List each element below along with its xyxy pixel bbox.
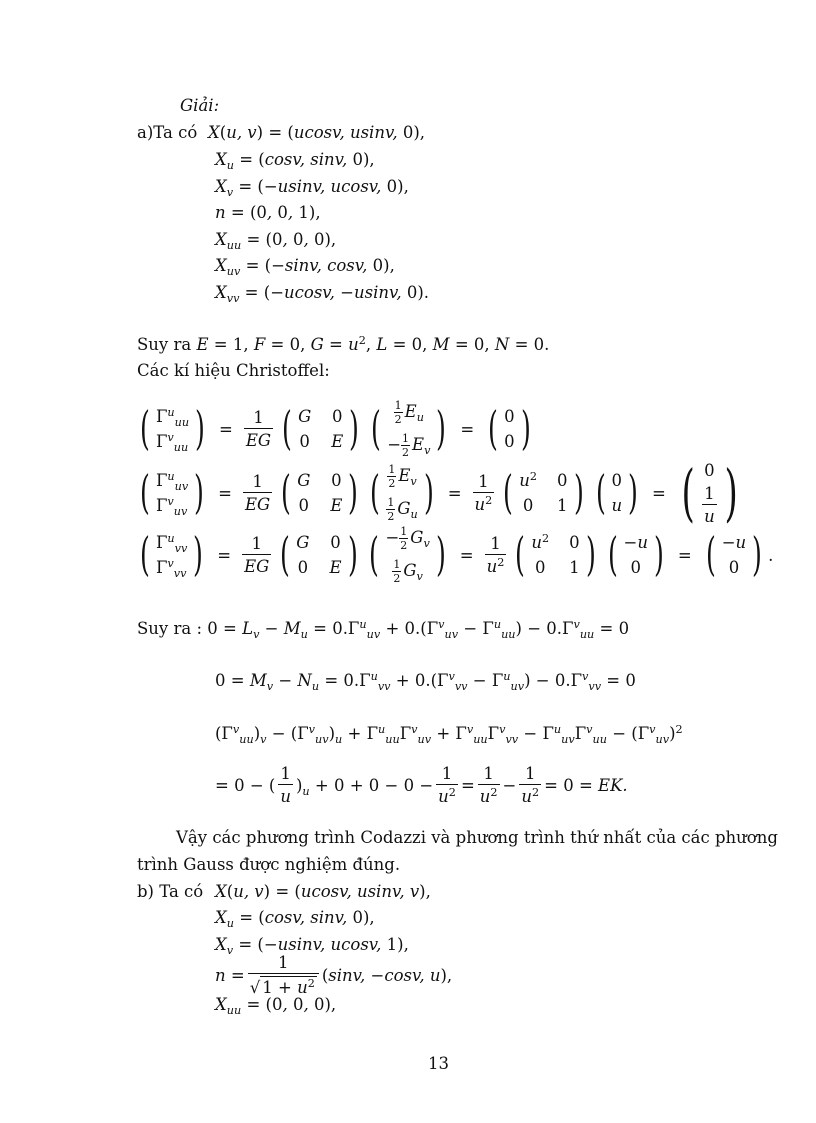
part-b-line-5: $X_{uu} = (0$, 0, 0),: [215, 995, 337, 1017]
christoffel-eq-1: ( $\Gamma^u_{uu}$ $\Gamma^v_{uu}$ ) = $\frac{1}{EG}$ ( G 0 0 E ) ( $\frac{1}{2}$ $E_u$ − $\frac{1}{2}$ $E_v$ ) = ( 0 0 ): [140, 399, 531, 459]
solution-label: Giải:: [180, 96, 220, 115]
codazzi-line-2: $0 = M_v - N_u = 0.\Gamma^u_{vv} + 0.(\Gamma^v_{vv} - \Gamma^u_{uv}) - 0.\Gamma^v_{vv} = 0$: [215, 669, 636, 693]
gauss-line-1: $(\Gamma^v_{uu})_v - (\Gamma^v_{uv})_u + \Gamma^u_{uu}\Gamma^v_{uv} + \Gamma^v_{uu}\Gamma^v_{vv} - \Gamma^u_{uv}\Gamma^v_{uu} - (\Gamma^v_{uv})^2$: [215, 722, 683, 746]
conclusion-line-1: Vậy các phương trình Codazzi và phương trình thứ nhất của các phương: [176, 828, 778, 847]
gauss-line-2: = 0 − ( $\frac{1}{u}$ )$_u + 0 + 0 - 0$ − $\frac{1}{u^2}$ = $\frac{1}{u^2}$ − $\frac{1}{u^2}$ = 0 = EK.: [215, 764, 628, 806]
part-a-line-5: $X_{uu} = (0$, 0, 0),: [215, 230, 337, 252]
part-a-line-1: X(u, v) = (ucosv, usinv, 0),: [208, 123, 426, 142]
christoffel-eq-3: ( $\Gamma^u_{vv}$ $\Gamma^v_{vv}$ ) = $\frac{1}{EG}$ ( G 0 0 E ) ( − $\frac{1}{2}$ $G_v$ $\frac{1}{2}$ $G_v$ ) = $\frac{1}{u^2}$ ( $u^2$ 0 0 1 ) ( −u 0 ) = ( −u 0 ) .: [140, 525, 774, 585]
part-b-prefix: b) Ta có: [137, 882, 204, 901]
part-a-line-6: $X_{uv} = (-\sin v$, cosv, 0),: [215, 256, 395, 278]
part-a-line-3: $X_v = (-usinv$, ucosv, 0),: [215, 177, 409, 199]
conclusion-line-2: trình Gauss được nghiệm đúng.: [137, 855, 401, 874]
part-b-line-2: $X_u = (\cos v$, sinv, 0),: [215, 908, 375, 930]
part-a-line-7: $X_{vv} = (-ucosv$, −usinv, 0).: [215, 283, 430, 305]
codazzi-line-1: Suy ra : $0 = L_v - M_u = 0.\Gamma^u_{uv} + 0.(\Gamma^v_{uv} - \Gamma^u_{uu}) - 0.\Gamma^v_{uu} = 0$: [137, 617, 630, 641]
part-a-summary: Suy ra E = 1, F = 0, $G = u^2$, L = 0, M = 0, N = 0.: [137, 333, 550, 354]
christoffel-eq-2: ( $\Gamma^u_{uv}$ $\Gamma^v_{uv}$ ) = $\frac{1}{EG}$ ( G 0 0 E ) ( $\frac{1}{2}$ $E_v$ $\frac{1}{2}$ $G_u$ ) = $\frac{1}{u^2}$ ( $u^2$ 0 0 1 ) ( 0 u ) = ( 0 $\frac{1}{u}$ ): [140, 456, 738, 530]
part-a-line-4: n = (0, 0, 1),: [215, 203, 321, 222]
part-a-line-2: $X_u = (\cos v$, sinv, 0),: [215, 150, 375, 172]
part-a-prefix: a)Ta có: [137, 123, 198, 142]
part-b-line-4: n = 1 √ $1 + u^2$ (sinv, −cosv, u),: [215, 953, 453, 997]
part-b-line-1: X(u, v) = (ucosv, usinv, v),: [215, 882, 431, 901]
page-number: 13: [428, 1054, 449, 1073]
christoffel-heading: Các kí hiệu Christoffel:: [137, 361, 330, 380]
part-b-line-3: $X_v = (-usinv$, ucosv, 1),: [215, 935, 409, 957]
